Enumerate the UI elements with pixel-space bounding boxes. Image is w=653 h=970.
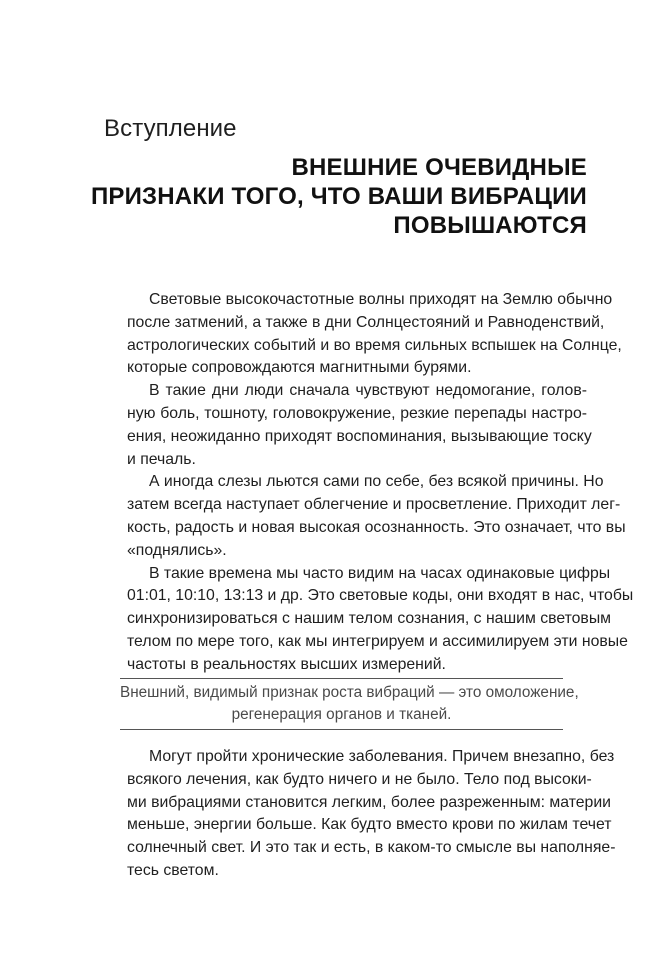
text-line: телом по мере того, как мы интегрируем и ассимилируем эти новые [127, 632, 628, 650]
text-line: частоты в реальностях высших измерений. [127, 655, 446, 673]
text-line: «поднялись». [127, 541, 227, 559]
text-line: синхронизироваться с нашим телом сознания, с нашим световым [127, 610, 612, 628]
text-line: Могут пройти хронические заболевания. Причем внезапно, без [149, 748, 615, 765]
text-line: которые сопровождаются магнитными бурями. [127, 359, 472, 377]
text-line: 01:01, 10:10, 13:13 и др. Это световые коды, они входят в нас, чтобы [127, 587, 634, 605]
text-line: затем всегда наступает облегчение и просветление. Приходит лег- [127, 496, 621, 514]
text-line: тесь светом. [127, 861, 219, 879]
pull-quote [120, 678, 579, 730]
text-line: ми вибрациями становится легким, более разреженным: материи [127, 793, 611, 811]
pull-quote-line: регенерация органов и тканей. [231, 706, 452, 723]
text-line: В такие дни люди сначала чувствуют недомогание, голов- [149, 382, 587, 400]
paragraph [127, 563, 634, 677]
chapter-title-line: ПОВЫШАЮТСЯ [393, 212, 587, 239]
text-line: ения, неожиданно приходят воспоминания, вызывающие тоску [127, 427, 592, 445]
text-line: астрологических событий и во время сильных вспышек на Солнце, [127, 336, 622, 354]
chapter-title-line: ПРИЗНАКИ ТОГО, ЧТО ВАШИ ВИБРАЦИИ [90, 183, 587, 210]
text-line: и печаль. [127, 450, 196, 468]
paragraph [127, 471, 626, 562]
pull-quote-line: Внешний, видимый признак роста вибраций — это омоложение, [120, 684, 579, 701]
text-line: после затмений, а также в дни Солнцестояний и Равноденствий, [127, 313, 605, 331]
chapter-title-line: ВНЕШНИЕ ОЧЕВИДНЫЕ [291, 154, 587, 181]
text-line: Световые высокочастотные волны приходят на Землю обычно [149, 291, 613, 308]
text-line: солнечный свет. И это так и есть, в каком-то смысле вы наполняе- [127, 839, 616, 857]
chapter-title [67, 153, 587, 240]
body-text-block [127, 289, 634, 677]
paragraph [127, 380, 592, 471]
text-line: кость, радость и новая высокая осознанность. Это означает, что вы [127, 518, 626, 536]
text-line: А иногда слезы льются сами по себе, без всякой причины. Но [149, 473, 604, 491]
text-line: ную боль, тошноту, головокружение, резкие перепады настро- [127, 404, 587, 422]
text-line: всякого лечения, как будто ничего и не было. Тело под высоки- [127, 770, 592, 788]
paragraph [127, 289, 622, 380]
text-line: меньше, энергии больше. Как будто вместо крови по жилам течет [127, 816, 612, 834]
body-text-block [127, 746, 616, 883]
text-line: В такие времена мы часто видим на часах одинаковые цифры [149, 564, 611, 582]
section-label: Вступление [104, 115, 237, 142]
paragraph [127, 746, 616, 883]
